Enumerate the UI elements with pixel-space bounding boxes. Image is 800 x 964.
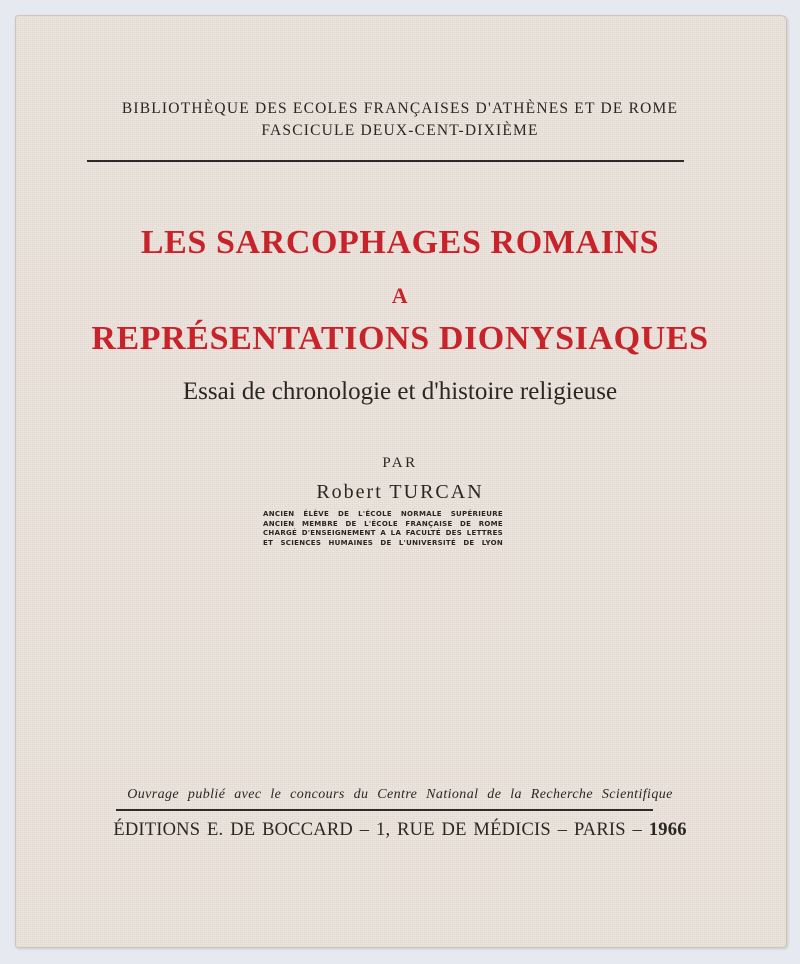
author-name: Robert TURCAN: [316, 481, 484, 503]
series-fascicle: FASCICULE DEUX-CENT-DIXIÈME: [261, 122, 539, 139]
main-title-line-2: A: [391, 283, 409, 308]
bottom-rule-divider: [116, 809, 653, 811]
credential-line: CHARGÉ D'ENSEIGNEMENT A LA FACULTÉ DES LETTRES: [263, 529, 503, 537]
publication-year: 1966: [648, 820, 687, 840]
publisher-imprint: ÉDITIONS E. DE BOCCARD – 1, RUE DE MÉDICIS – PARIS –: [113, 820, 643, 840]
main-title-line-1: LES SARCOPHAGES ROMAINS: [140, 224, 660, 261]
top-rule-divider: [87, 160, 684, 162]
credential-line: ET SCIENCES HUMAINES DE L'UNIVERSITÉ DE LYON: [263, 538, 503, 547]
credential-line: ANCIEN MEMBRE DE L'ÉCOLE FRANÇAISE DE ROME: [263, 519, 503, 528]
series-title: BIBLIOTHÈQUE DES ECOLES FRANÇAISES D'ATHÈNES ET DE ROME: [121, 100, 679, 117]
publisher-line: [0, 820, 800, 841]
by-label: PAR: [382, 455, 418, 471]
credential-line: ANCIEN ÉLÈVE DE L'ÉCOLE NORMALE SUPÉRIEURE: [263, 510, 503, 518]
author-credentials: [263, 510, 503, 548]
subtitle: Essai de chronologie et d'histoire religieuse: [182, 378, 618, 405]
cnrs-support-note: Ouvrage publié avec le concours du Centre National de la Recherche Scientifique: [127, 787, 673, 802]
main-title-line-3: REPRÉSENTATIONS DIONYSIAQUES: [91, 320, 709, 357]
